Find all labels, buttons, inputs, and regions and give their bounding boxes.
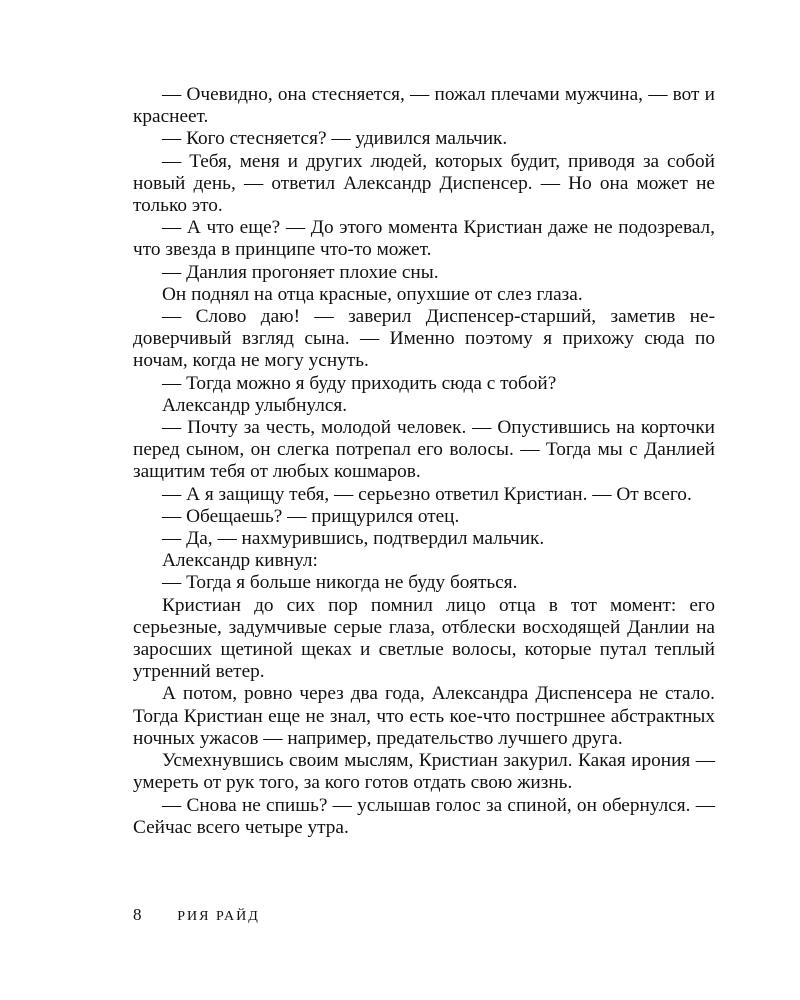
paragraph: — Да, — нахмурившись, подтвердил мальчик. [162, 528, 545, 550]
paragraph: — Тогда я больше никогда не буду бояться. [162, 572, 518, 594]
paragraph: — А что еще? — До этого момента Кристиан даже не подозревал, что звезда в принципе что-то может. [133, 217, 715, 261]
paragraph: — А я защищу тебя, — серьезно ответил Кристиан. — От всего. [162, 483, 692, 505]
running-head-author: РИЯ РАЙД [177, 909, 260, 924]
paragraph: — Обещаешь? — прищурился отец. [162, 505, 460, 527]
paragraph: Кристиан до сих пор помнил лицо отца в тот момент: его серьезные, задумчивые серые глаза, отблески восходящей Данлии на заросших щетиной щеках и светлые волосы, которые путал теплый утренний ветер. [133, 594, 715, 683]
paragraph: — Слово даю! — заверил Диспенсер-старший, заметив недоверчивый взгляд сына. — Именно поэтому я прихожу сюда по ночам, когда не могу уснуть. [133, 306, 715, 372]
paragraph: — Данлия прогоняет плохие сны. [162, 261, 439, 283]
page-number: 8 [133, 905, 142, 924]
paragraph: — Тогда можно я буду приходить сюда с тобой? [162, 372, 557, 394]
paragraph: — Снова не спишь? — услышав голос за спиной, он обернулся. — Сейчас всего четыре утра. [133, 794, 715, 838]
paragraph: Усмехнувшись своим мыслям, Кристиан закурил. Какая ирония — умереть от рук того, за кого готов отдать свою жизнь. [133, 750, 715, 794]
paragraph: Александр кивнул: [162, 550, 318, 572]
paragraph: А потом, ровно через два года, Александра Диспенсера не стало. Тогда Кристиан еще не знал, что есть кое-что постршнее абстрактных ночных ужасов — например, предательство лучшего друга. [133, 683, 715, 749]
paragraph: Он поднял на отца красные, опухшие от слез глаза. [162, 283, 583, 305]
paragraph: — Почту за честь, молодой человек. — Опустившись на корточки перед сыном, он слегка потрепал его волосы. — Тогда мы с Данлией защитим тебя от любых кошмаров. [133, 417, 715, 483]
page-footer [133, 905, 260, 927]
paragraph: — Кого стесняется? — удивился мальчик. [162, 128, 508, 150]
paragraph: — Очевидно, она стесняется, — пожал плечами мужчина, — вот и краснеет. [133, 84, 715, 128]
page-body-text [133, 84, 715, 839]
paragraph: Александр улыбнулся. [162, 394, 348, 416]
paragraph: — Тебя, меня и других людей, которых будит, приводя за собой новый день, — ответил Александр Диспенсер. — Но она может не только это. [133, 150, 715, 217]
